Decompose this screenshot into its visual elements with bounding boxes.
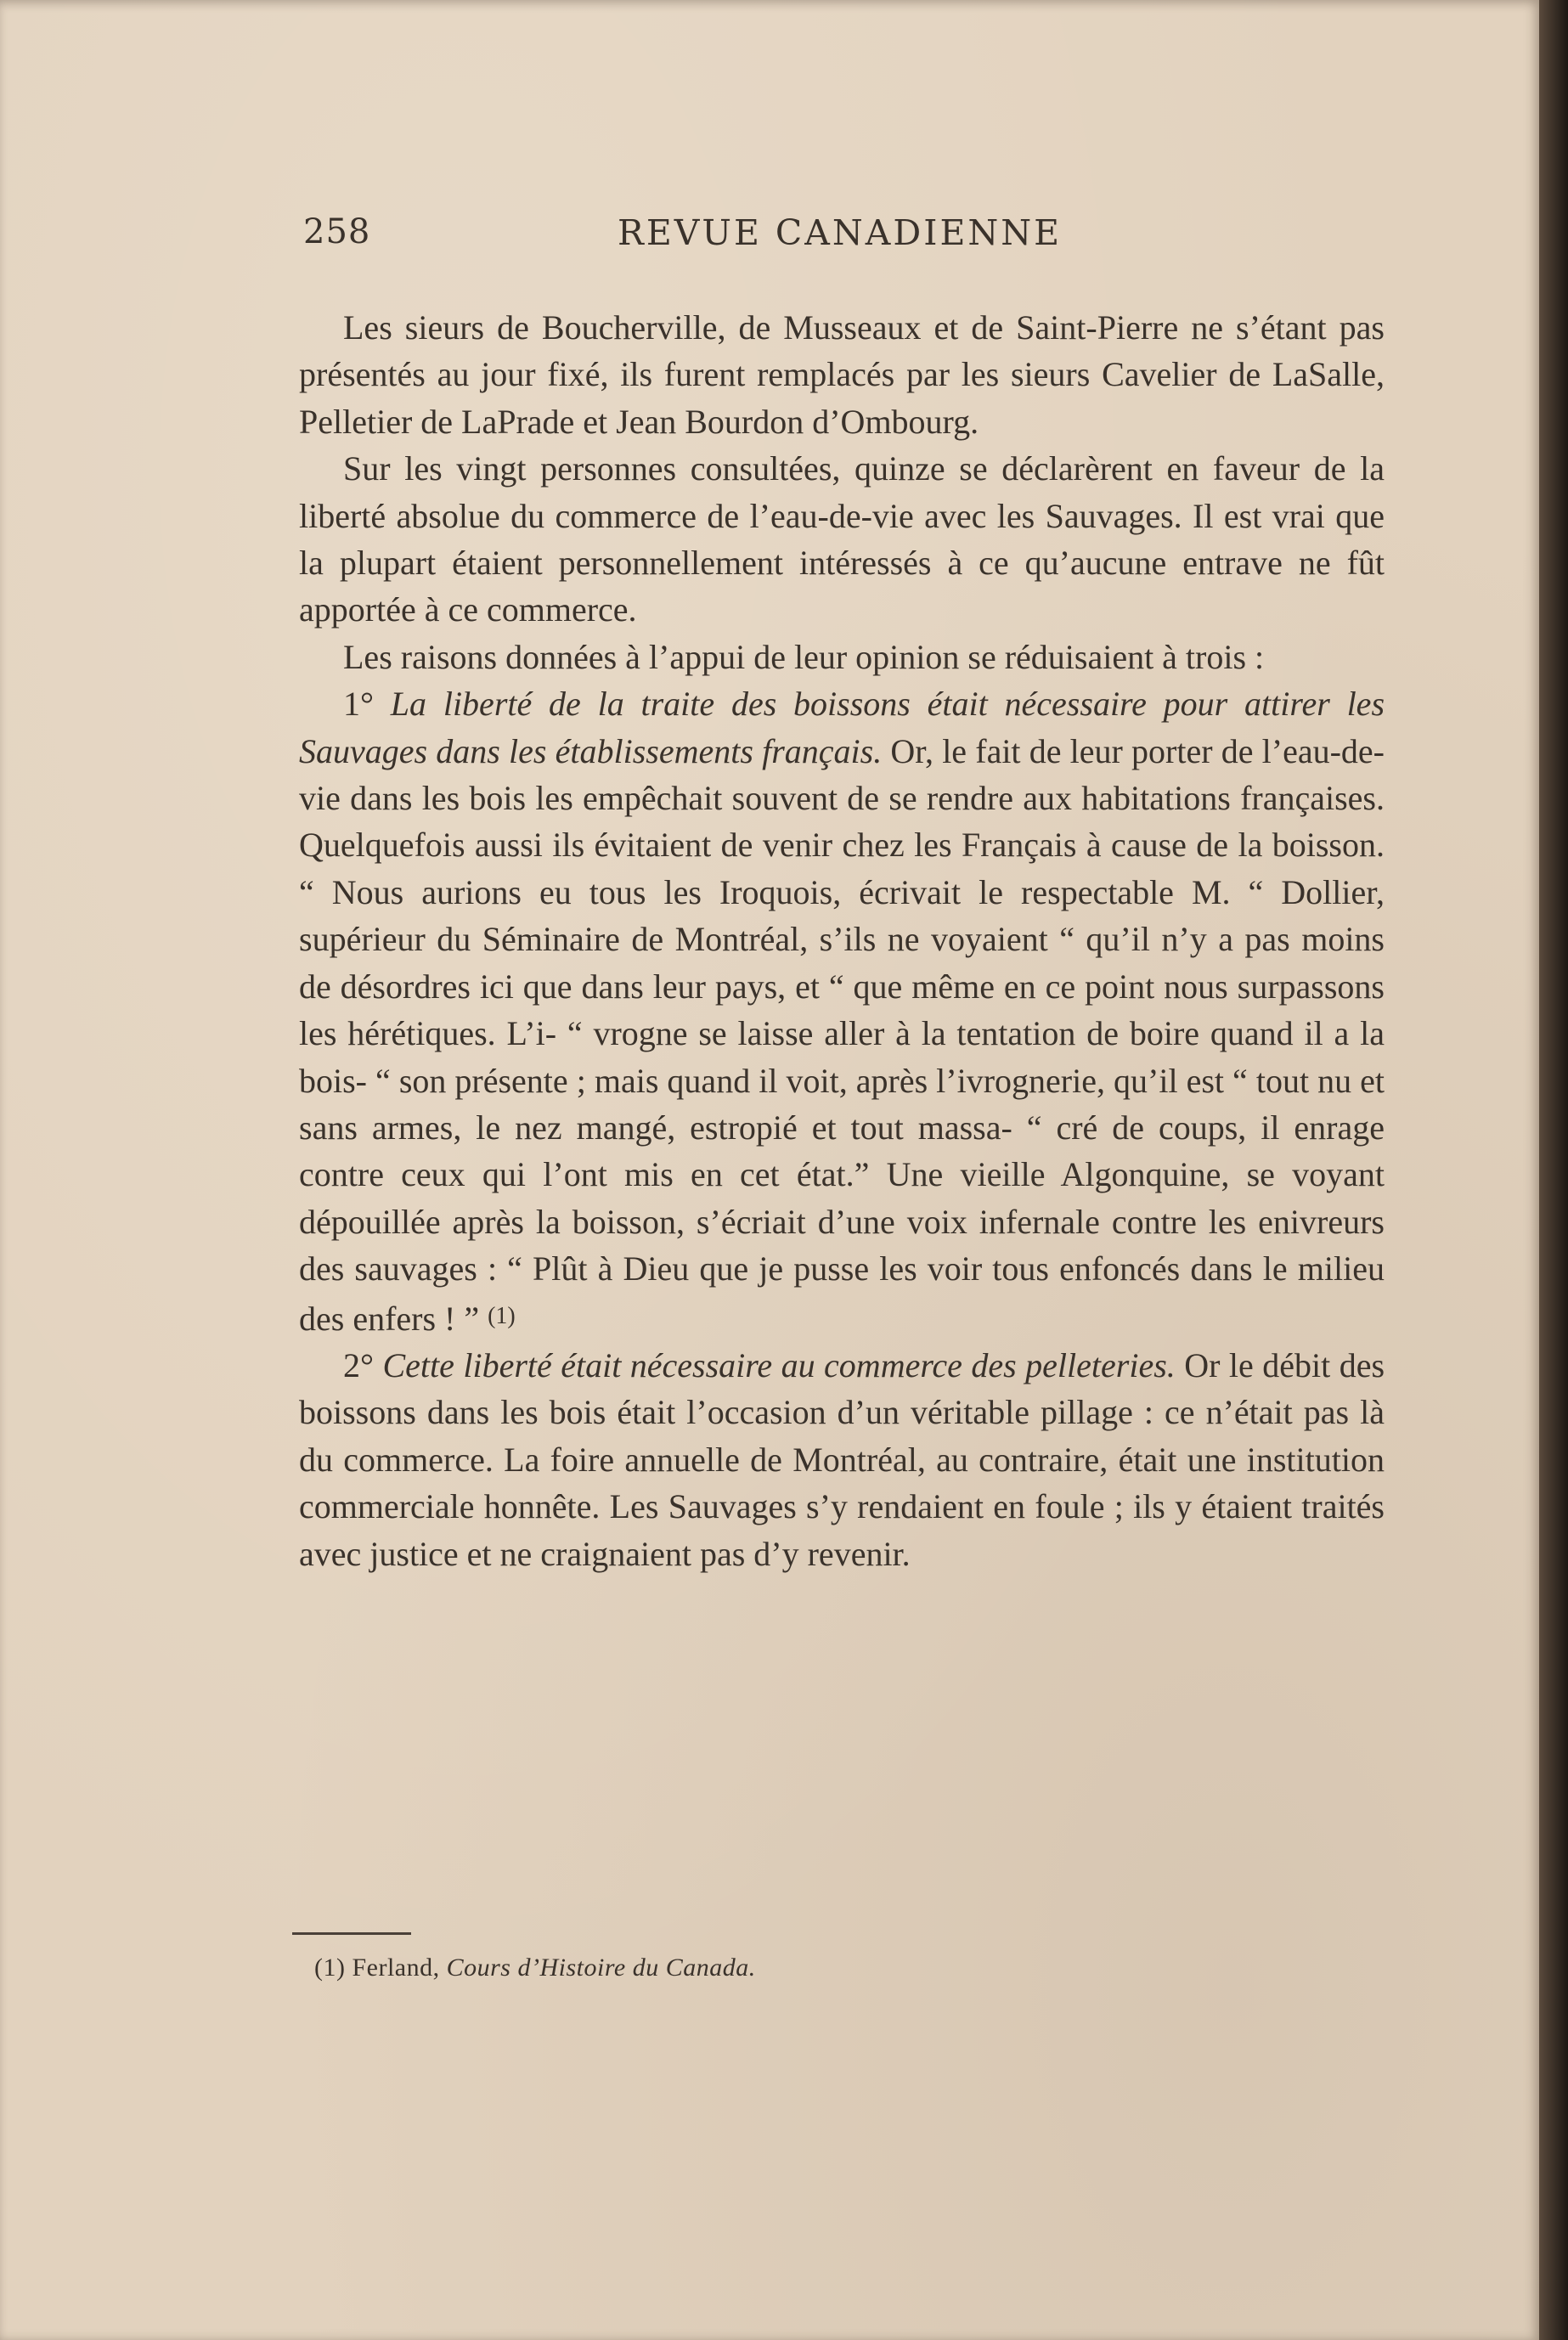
footnote-rule [292,1932,411,1935]
running-title: REVUE CANADIENNE [618,212,1063,253]
paragraph-4 [299,680,1385,1342]
paragraph-2: Sur les vingt personnes consultées, quinze se déclarèrent en faveur de la liberté absolue du commerce de l’eau-de-vie avec les Sauvages. Il est vrai que la plupart étaient personnellement intéressés à ce qu’aucune entrave ne fût apportée à ce commerce. [299,449,1385,629]
footnote-marker: (1) [314,1954,346,1982]
footnote-author: Ferland, [352,1954,440,1982]
footnote-reference: (1) [488,1302,516,1329]
page-header [303,212,1085,263]
footnote [314,1954,756,1982]
footnote-title: Cours d’Histoire du Canada. [446,1954,756,1982]
reason-2-italic: Cette liberté était nécessaire au commerce des pelleteries. [382,1345,1176,1384]
paragraph-5-text: Or le débit des boissons dans les bois était l’occasion d’un véritable pillage : ce n’était pas là du commerce. La foire annuelle de Montréal, au contraire, était une institution commerciale honnête. Les Sauvages s’y rendaient en foule ; ils y étaient traités avec justice et ne craignaient pas d’y revenir. [299,1345,1385,1573]
body-text [299,304,1385,1577]
item-number-2: 2° [343,1345,374,1384]
paragraph-4-text: Or, le fait de leur porter de l’eau-de-vie dans les bois les empêchait souvent de se rendre aux habitations françaises. Quelquefois aussi ils évitaient de venir chez les Français à cause de la boisson. “ Nous aurions eu tous les Iroquois, écrivait le respectable M. “ Dollier, supérieur du Séminaire de Montréal, s’ils ne voyaient “ qu’il n’y a pas moins de désordres ici que dans leur pays, et “ que même en ce point nous surpassons les hérétiques. L’i- “ vrogne se laisse aller à la tentation de boire quand il a la bois- “ son présente ; mais quand il voit, après l’ivrognerie, qu’il est “ tout nu et sans armes, le nez mangé, estropié et tout massa- “ cré de coups, il enrage contre ceux qui l’ont mis en cet état.” Une vieille Algonquine, se voyant dépouillée après la boisson, s’écriait d’une voix infernale contre les enivreurs des sauvages : “ Plût à Dieu que je pusse les voir tous enfoncés dans le milieu des enfers ! ” [299,731,1385,1338]
reason-1-italic: La liberté de la traite des boissons était nécessaire pour attirer les Sauvages dans les établissements français. [299,685,1385,770]
item-number-1: 1° [343,685,374,724]
book-spine-edge [1539,0,1568,2340]
page-number: 258 [303,212,371,251]
paragraph-3: Les raisons données à l’appui de leur opinion se réduisaient à trois : [343,637,1265,676]
paragraph-1: Les sieurs de Boucherville, de Musseaux et de Saint-Pierre ne s’étant pas présentés au jour fixé, ils furent remplacés par les sieurs Cavelier de LaSalle, Pelletier de LaPrade et Jean Bourdon d’Ombourg. [299,308,1385,441]
paragraph-5 [299,1342,1385,1577]
